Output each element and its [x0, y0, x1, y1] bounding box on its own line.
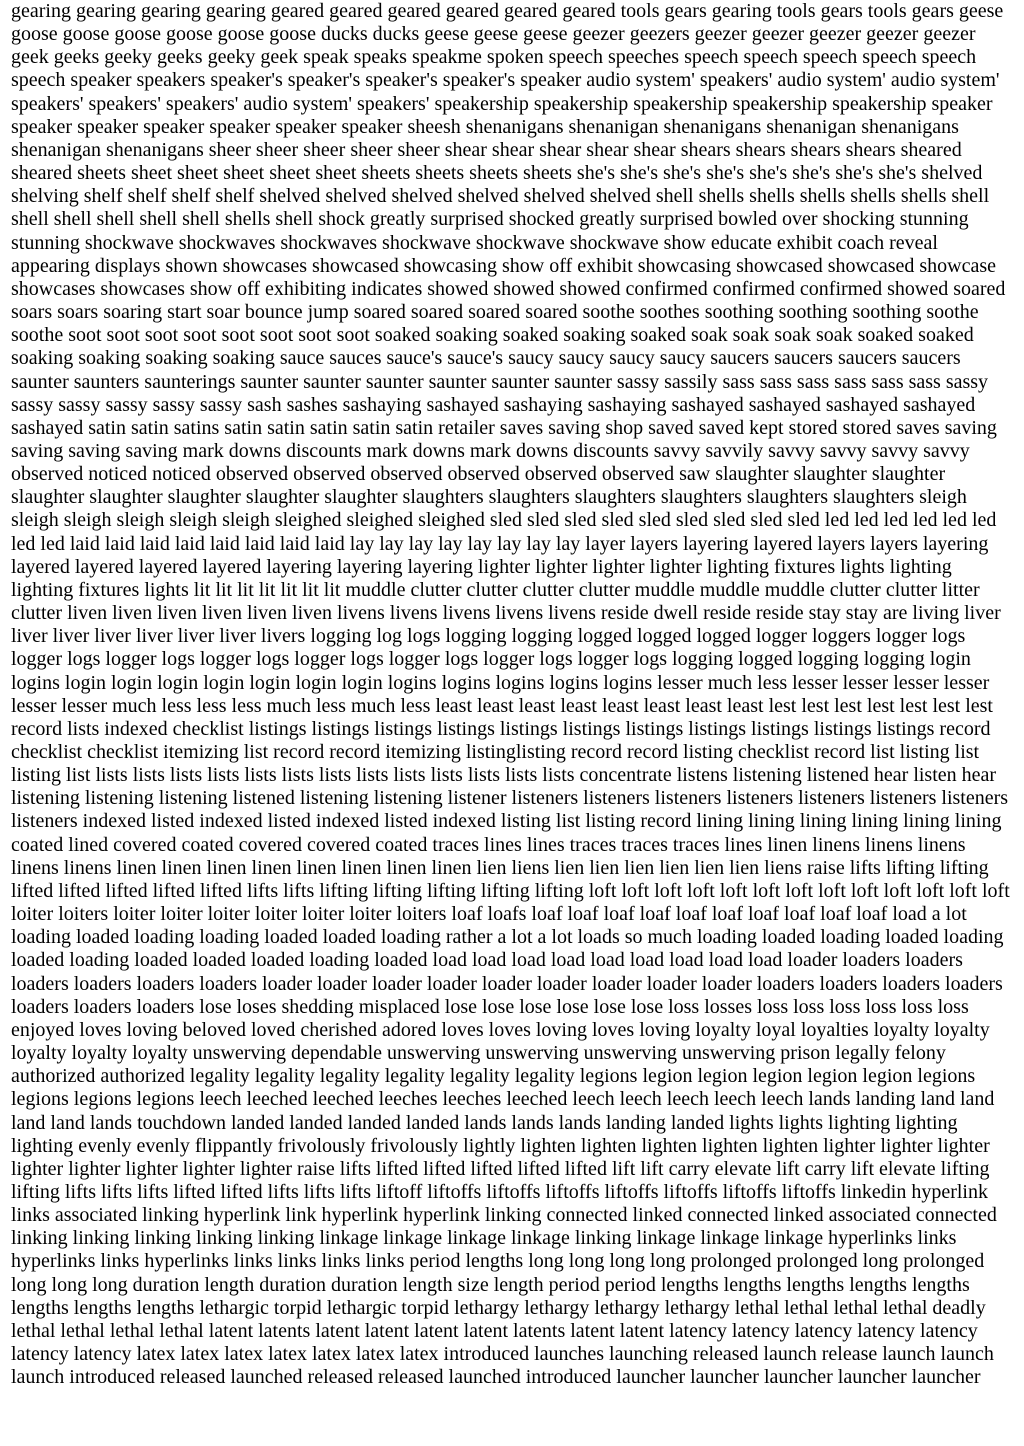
body-text: gearing gearing gearing gearing geared geared geared geared geared geared tools gears gearing tools gears tools gears geese goose goose goose goose goose goose ducks ducks geese geese geese geezer geezers geezer geezer geezer geezer geezer geek geeks geeky geeks geeky geek speak speaks speakme spoken speech speeches speech speech speech speech speech speech speaker speakers speaker's speaker's speaker's speaker's speaker audio system' speakers' audio system' audio system' speakers' speakers' speakers' audio system' speakers' speakership speakership speakership speakership speakership speaker speaker speaker speaker speaker speaker speaker sheesh shenanigans shenanigan shenanigans shenanigan shenanigans shenanigan shenanigans sheer sheer sheer sheer sheer shear shear shear shear shear shears shears shears shears sheared sheared sheets sheet sheet sheet sheet sheet sheets sheets sheets sheets she's she's she's she's she's she's she's she's shelved shelving shelf shelf shelf shelf shelved shelved shelved shelved shelved shelved shell shells shells shells shells shells shell shell shell shell shell shell shells shell shock greatly surprised shocked greatly surprised bowled over shocking stunning stunning shockwave shockwaves shockwaves shockwave shockwave shockwave show educate exhibit coach reveal appearing displays shown showcases showcased showcasing show off exhibit showcasing showcased showcased showcase showcases showcases show off exhibiting indicates showed showed showed confirmed confirmed confirmed showed soared soars soars soaring start soar bounce jump soared soared soared soared soothe soothes soothing soothing soothing soothe soothe soot soot soot soot soot soot soot soot soaked soaking soaked soaking soaked soak soak soak soak soaked soaked soaking soaking soaking soaking sauce sauces sauce's sauce's saucy saucy saucy saucy saucers saucers saucers saucers saunter saunters saunterings saunter saunter saunter saunter saunter saunter sassy sassily sass sass sass sass sass sass sassy sassy sassy sassy sassy sassy sash sashes sashaying sashayed sashaying sashaying sashayed sashayed sashayed sashayed sashayed satin satin satins satin satin satin satin satin retailer saves saving shop saved saved kept stored stored saves saving saving saving saving mark downs discounts mark downs mark downs discounts savvy savvily savvy savvy savvy savvy observed noticed noticed observed observed observed observed observed observed saw slaughter slaughter slaughter slaughter slaughter slaughter slaughter slaughter slaughters slaughters slaughters slaughters slaughters slaughters sleigh sleigh sleigh sleigh sleigh sleigh sleighed sleighed sleighed sled sled sled sled sled sled sled sled sled led led led led led led led led laid laid laid laid laid laid laid laid lay lay lay lay lay lay lay lay layer layers layering layered layers layers layering layered layered layered layered layering layering layering lighter lighter lighter lighter lighting fixtures lights lighting lighting fixtures lights lit lit lit lit lit lit lit muddle clutter clutter clutter clutter muddle muddle muddle clutter clutter litter clutter liven liven liven liven liven liven livens livens livens livens livens reside dwell reside reside stay stay are living liver liver liver liver liver liver liver livers logging log logs logging logging logged logged logged logger loggers logger logs logger logs logger logs logger logs logger logs logger logs logger logs logger logs logging logged logging logging login logins login login login login login login login logins logins logins logins logins lesser much less lesser lesser lesser lesser lesser lesser much less less less much less much less least least least least least least least least lest lest lest lest lest lest lest record lists indexed checklist listings listings listings listings listings listings listings listings listings listings listings record checklist checklist itemizing list record record itemizing listinglisting record record listing checklist record list listing list listing list lists lists lists lists lists lists lists lists lists lists lists lists lists concentrate listens listening listened hear listen hear listening listening listening listened listening listening listener listeners listeners listeners listeners listeners listeners listeners listeners indexed listed indexed listed indexed listed indexed listing list listing record lining lining lining lining lining lining coated lined covered coated covered covered coated traces lines lines traces traces traces lines linen linens linens linens linens linens linen linen linen linen linen linen linen linen lien liens lien lien lien lien lien lien liens raise lifts lifting lifting lifted lifted lifted lifted lifted lifts lifts lifting lifting lifting lifting lifting loft loft loft loft loft loft loft loft loft loft loft loft loft loiter loiters loiter loiter loiter loiter loiter loiter loiters loaf loafs loaf loaf loaf loaf loaf loaf loaf loaf loaf loaf load a lot loading loaded loading loading loaded loaded loading rather a lot a lot loads so much loading loaded loading loaded loading loaded loading loaded loaded loaded loading loaded load load load load load load load load load loader loaders loaders loaders loaders loaders loaders loader loader loader loader loader loader loader loader loader loaders loaders loaders loaders loaders loaders loaders lose loses shedding misplaced lose lose lose lose lose lose loss losses loss loss loss loss loss loss enjoyed loves loving beloved loved cherished adored loves loves loving loves loving loyalty loyal loyalties loyalty loyalty loyalty loyalty loyalty unswerving dependable unswerving unswerving unswerving unswerving prison legally felony authorized authorized legality legality legality legality legality legality legions legion legion legion legion legion legions legions legions legions leech leeched leeched leeches leeches leeched leech leech leech leech leech lands landing land land land land lands touchdown landed landed landed landed lands lands lands landing landed lights lights lighting lighting lighting evenly evenly flippantly frivolously frivolously lightly lighten lighten lighten lighten lighten lighter lighter lighter lighter lighter lighter lighter lighter raise lifts lifted lifted lifted lifted lifted lift lift carry elevate lift carry lift elevate lifting lifting lifts lifts lifts lifted lifted lifts lifts lifts liftoff liftoffs liftoffs liftoffs liftoffs liftoffs liftoffs liftoffs linkedin hyperlink links associated linking hyperlink link hyperlink hyperlink linking connected linked connected linked associated connected linking linking linking linking linking linkage linkage linkage linkage linking linkage linkage linkage hyperlinks links hyperlinks links hyperlinks links links links links period lengths long long long long prolonged prolonged long prolonged long long long duration length duration duration length size length period period lengths lengths lengths lengths lengths lengths lengths lengths lethargic torpid lethargic torpid lethargy lethargy lethargy lethargy lethal lethal lethal lethal deadly lethal lethal lethal lethal latent latents latent latent latent latent latents latent latent latency latency latency latency latency latency latency latex latex latex latex latex latex latex introduced launches launching released launch release launch launch launch introduced released launched released released launched introduced launcher launcher launcher launcher launcher — [11, 0, 1010, 1389]
